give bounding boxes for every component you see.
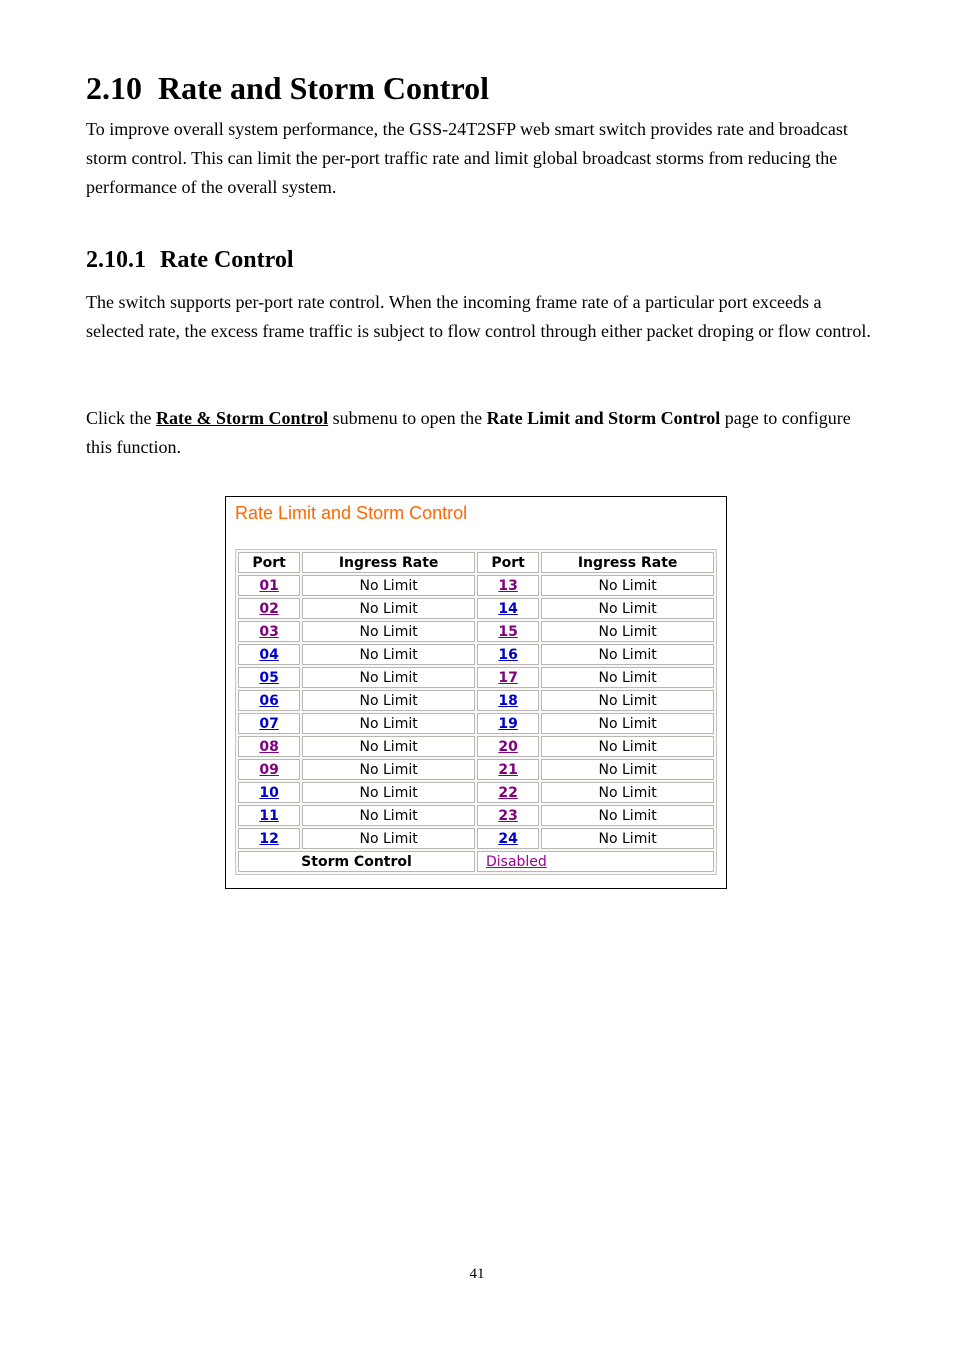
port-link[interactable]: 18 — [498, 692, 518, 709]
header-port: Port — [238, 552, 300, 573]
header-ingress-rate: Ingress Rate — [302, 552, 475, 573]
ingress-rate-cell: No Limit — [541, 759, 714, 780]
ingress-rate-cell: No Limit — [302, 575, 475, 596]
ingress-rate-cell: No Limit — [302, 621, 475, 642]
ingress-rate-cell: No Limit — [541, 713, 714, 734]
subsection-number: 2.10.1 — [86, 247, 146, 273]
subsection-title: Rate Control — [160, 247, 294, 273]
ingress-rate-cell: No Limit — [541, 667, 714, 688]
port-link[interactable]: 09 — [259, 761, 279, 778]
instruction-pre: Click the — [86, 408, 156, 428]
table-row — [238, 690, 714, 711]
ingress-rate-cell: No Limit — [541, 575, 714, 596]
port-link[interactable]: 22 — [498, 784, 518, 801]
port-cell — [238, 644, 300, 665]
instruction-post: page to configure this function. — [86, 408, 851, 457]
table-row — [238, 782, 714, 803]
ingress-rate-cell: No Limit — [302, 667, 475, 688]
port-link[interactable]: 15 — [498, 623, 518, 640]
section-heading — [86, 66, 489, 110]
port-cell — [238, 782, 300, 803]
port-cell — [477, 782, 539, 803]
table-header-row — [238, 552, 714, 573]
subsection-heading — [86, 243, 294, 277]
port-link[interactable]: 05 — [259, 669, 279, 686]
storm-control-cell — [477, 851, 714, 872]
ingress-rate-cell: No Limit — [541, 736, 714, 757]
port-link[interactable]: 04 — [259, 646, 279, 663]
table-row — [238, 805, 714, 826]
ingress-rate-cell: No Limit — [302, 736, 475, 757]
port-link[interactable]: 06 — [259, 692, 279, 709]
ingress-rate-cell: No Limit — [541, 828, 714, 849]
port-cell — [238, 759, 300, 780]
ingress-rate-cell: No Limit — [302, 759, 475, 780]
page-name-text: Rate Limit and Storm Control — [486, 408, 721, 428]
table-row — [238, 644, 714, 665]
port-cell — [477, 805, 539, 826]
table-row — [238, 621, 714, 642]
port-link[interactable]: 13 — [498, 577, 518, 594]
port-link[interactable]: 02 — [259, 600, 279, 617]
storm-control-link[interactable]: Disabled — [485, 853, 547, 870]
instruction-mid: submenu to open the — [328, 408, 487, 428]
port-link[interactable]: 07 — [259, 715, 279, 732]
ingress-rate-cell: No Limit — [302, 782, 475, 803]
port-link[interactable]: 19 — [498, 715, 518, 732]
port-cell — [238, 736, 300, 757]
port-link[interactable]: 03 — [259, 623, 279, 640]
port-link[interactable]: 24 — [498, 830, 518, 847]
ingress-rate-cell: No Limit — [541, 621, 714, 642]
ingress-rate-cell: No Limit — [541, 690, 714, 711]
instruction-paragraph — [86, 404, 876, 462]
ingress-rate-cell: No Limit — [302, 713, 475, 734]
page-number: 41 — [469, 1266, 485, 1282]
port-cell — [477, 759, 539, 780]
port-cell — [477, 713, 539, 734]
ingress-rate-cell: No Limit — [302, 805, 475, 826]
ingress-rate-cell: No Limit — [302, 690, 475, 711]
table-row — [238, 575, 714, 596]
port-link[interactable]: 20 — [498, 738, 518, 755]
port-link[interactable]: 23 — [498, 807, 518, 824]
rate-limit-screenshot — [225, 496, 727, 889]
ingress-rate-cell: No Limit — [541, 782, 714, 803]
port-link[interactable]: 08 — [259, 738, 279, 755]
header-ingress-rate-2: Ingress Rate — [541, 552, 714, 573]
intro-paragraph: To improve overall system performance, the GSS-24T2SFP web smart switch provides rate and broadcast storm control. This can limit the per-port traffic rate and limit global broadcast storms from reducing the performance of the overall system. — [86, 119, 848, 197]
header-port-2: Port — [477, 552, 539, 573]
port-link[interactable]: 21 — [498, 761, 518, 778]
port-cell — [477, 621, 539, 642]
port-cell — [477, 828, 539, 849]
submenu-link-text: Rate & Storm Control — [156, 408, 329, 428]
ingress-rate-cell: No Limit — [302, 598, 475, 619]
port-cell — [238, 690, 300, 711]
ingress-rate-cell: No Limit — [541, 805, 714, 826]
table-row — [238, 667, 714, 688]
port-link[interactable]: 16 — [498, 646, 518, 663]
rate-control-paragraph: The switch supports per-port rate control. When the incoming frame rate of a particular port exceeds a selected rate, the excess frame traffic is subject to flow control through either packet droping or flow control. — [86, 292, 871, 341]
port-cell — [238, 713, 300, 734]
port-cell — [477, 598, 539, 619]
table-row — [238, 736, 714, 757]
port-cell — [238, 828, 300, 849]
ingress-rate-cell: No Limit — [541, 598, 714, 619]
port-cell — [238, 805, 300, 826]
port-link[interactable]: 17 — [498, 669, 518, 686]
port-cell — [477, 644, 539, 665]
port-link[interactable]: 11 — [259, 807, 279, 824]
ingress-rate-cell: No Limit — [302, 644, 475, 665]
port-cell — [477, 690, 539, 711]
screenshot-title: Rate Limit and Storm Control — [235, 503, 468, 523]
port-link[interactable]: 12 — [259, 830, 279, 847]
table-row — [238, 713, 714, 734]
port-cell — [477, 575, 539, 596]
storm-control-row — [238, 851, 714, 872]
section-number: 2.10 — [86, 70, 142, 106]
port-cell — [238, 575, 300, 596]
port-link[interactable]: 14 — [498, 600, 518, 617]
port-cell — [238, 598, 300, 619]
port-cell — [477, 736, 539, 757]
storm-control-label: Storm Control — [238, 851, 475, 872]
ingress-rate-cell: No Limit — [302, 828, 475, 849]
port-cell — [238, 667, 300, 688]
ingress-rate-cell: No Limit — [541, 644, 714, 665]
rate-table — [235, 549, 717, 875]
port-cell — [477, 667, 539, 688]
table-row — [238, 598, 714, 619]
table-row — [238, 759, 714, 780]
port-cell — [238, 621, 300, 642]
port-link[interactable]: 01 — [259, 577, 279, 594]
table-row — [238, 828, 714, 849]
section-title: Rate and Storm Control — [158, 70, 489, 106]
port-link[interactable]: 10 — [259, 784, 279, 801]
